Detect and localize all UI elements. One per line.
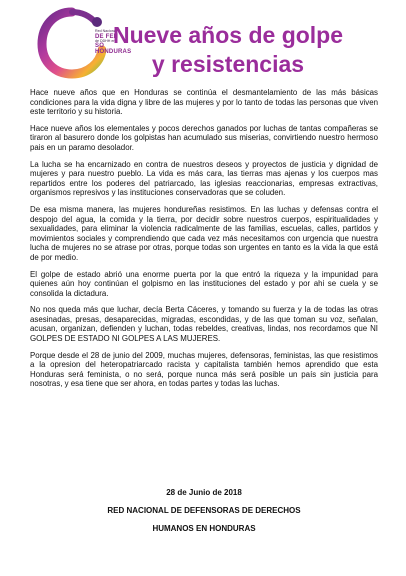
paragraph: Hace nueve años que en Honduras se continúa el desmantelamiento de las más básicas condiciones para la vida digna y libre de las mujeres y por lo tanto de todas las personas que viven este territorio y su historia. bbox=[30, 88, 378, 117]
date-line: 28 de Junio de 2018 bbox=[166, 488, 242, 497]
logo-line-2: DE FEN bbox=[95, 33, 119, 40]
paragraph: Porque desde el 28 de junio del 2009, muchas mujeres, defensoras, feministas, las que resistimos a la opresion del heteropatriarcado racista y capitalista también hemos aprendido que esta Honduras será feminista, o no será, porque nunca más será posible un país sin justicia para nosotras, y esa tiene que ser ahora, en todas partes y todas las luchas. bbox=[30, 350, 378, 389]
logo-line-5: HONDURAS bbox=[95, 49, 132, 56]
signature-block bbox=[30, 488, 378, 542]
paragraph: El golpe de estado abrió una enorme puerta por la que entró la riqueza y la impunidad para quienes aún hoy continúan el golpismo en las instituciones del estado y por ahi se cuela y se consolida la dictadura. bbox=[30, 269, 378, 298]
organization-name-line-2: HUMANOS EN HONDURAS bbox=[152, 524, 256, 533]
document-body bbox=[30, 88, 378, 396]
title-line-2: y resistencias bbox=[151, 51, 305, 77]
paragraph: Hace nueve años los elementales y pocos derechos ganados por luchas de tantas compañeras se tiraron al basurero donde los golpistas han acumulado sus miserias, convirtiendo nuestro hermoso pais en un paramo desolador. bbox=[30, 123, 378, 152]
organization-name-line-1: RED NACIONAL DE DEFENSORAS DE DERECHOS bbox=[107, 506, 301, 515]
logo-line-1: Red Nacional bbox=[95, 29, 117, 33]
logo-line-4: SO bbox=[95, 43, 105, 50]
page-title bbox=[104, 21, 352, 79]
title-line-1: Nueve años de golpe bbox=[112, 22, 344, 48]
organization-logo bbox=[36, 6, 132, 80]
paragraph: De esa misma manera, las mujeres hondureñas resistimos. En las luchas y defensas contra el despojo del agua, la comida y la tierra, por decidir sobre nuestros cuerpos, espiritualidades y sexualidades, para eliminar la violencia radicalmente de las familias, escuelas, calles, partidos y movimientos sociales y comprendiendo que cada vez más necesitamos con urgencia que nuestra lucha de mujeres no se atrase por otras, porque todas son urgentes en tanto es la vida la que está de por medio. bbox=[30, 204, 378, 262]
logo-line-3: de DDHH en bbox=[95, 38, 116, 43]
paragraph: No nos queda más que luchar, decía Berta Cáceres, y tomando su fuerza y la de todas las otras asesinadas, presas, desaparecidas, migradas, escondidas, y de las que toman su voz, señalan, acusan, organizan, defienden y luchan, todas rebeldes, creativas, lindas, nos recordamos que NI GOLPES DE ESTADO NI GOLPES A LAS MUJERES. bbox=[30, 305, 378, 344]
paragraph: La lucha se ha encarnizado en contra de nuestros deseos y proyectos de justicia y dignidad de mujeres y para nuestro pueblo. La vida es más cara, las tierras mas ajenas y los cuerpos mas repartidos entre los poderes del patriarcado, las iglesias reaccionarias, empresas extractivas, organismos represivos y las instituciones conservadoras que se coluden. bbox=[30, 159, 378, 198]
